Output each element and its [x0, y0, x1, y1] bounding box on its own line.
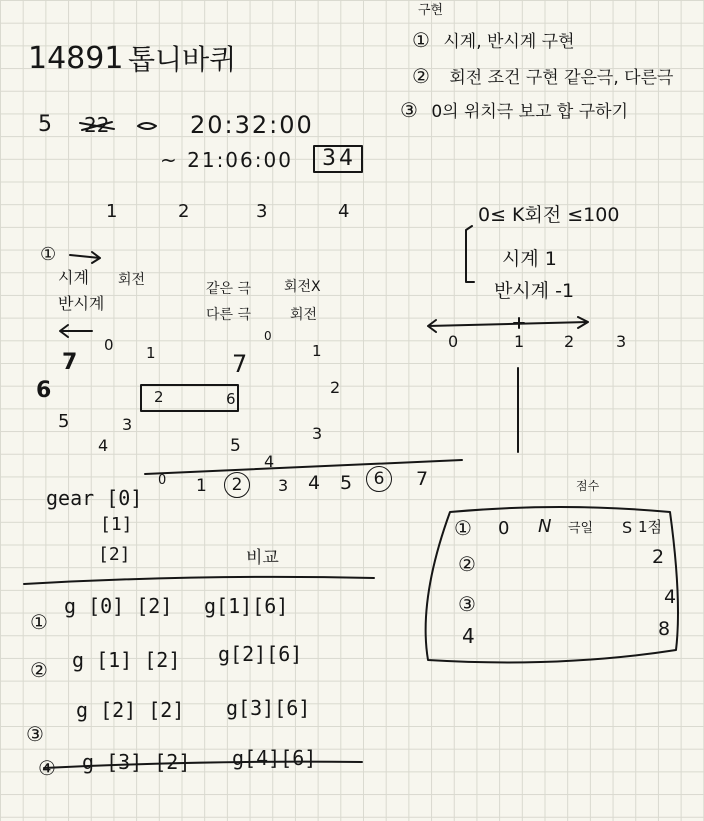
- duration-value: 34: [322, 146, 356, 171]
- index-label-1: 1: [196, 476, 207, 496]
- gear-b-bottom-right: 3: [312, 424, 323, 443]
- do-rotate-label: 회전: [290, 307, 318, 323]
- no-rotate-label: 회전X: [284, 279, 321, 295]
- plan-item-2: [412, 66, 673, 87]
- rotate-label: 회전: [118, 272, 146, 288]
- arrow-right-icon: [70, 252, 100, 263]
- compare-right-4: g[4][6]: [232, 746, 317, 770]
- gear-number-4: 4: [338, 201, 350, 222]
- index-label-6: 6: [366, 466, 392, 492]
- gear-a-right-top: 1: [146, 344, 156, 362]
- compare-left-4: g [3] [2]: [82, 750, 191, 774]
- score-row-marker-2: ②: [458, 552, 476, 576]
- axis-arrow: [428, 317, 588, 332]
- arrow-left-icon: [60, 325, 92, 337]
- plan-marker: ③: [400, 98, 418, 122]
- axis-star: [514, 318, 524, 328]
- score-header-s: S: [622, 518, 633, 537]
- index-label-7: 7: [416, 468, 429, 490]
- gear-a-inner-left: 2: [154, 388, 164, 406]
- index-label-3: 3: [278, 476, 289, 495]
- compare-marker-1: ①: [30, 610, 48, 634]
- gear-array-0: gear [0]: [46, 486, 143, 510]
- score-row-value-4: 8: [658, 618, 671, 640]
- ccw-label: 반시계: [58, 294, 105, 313]
- compare-left-2: g [1] [2]: [72, 648, 181, 672]
- end-time: ~ 21:06:00: [160, 148, 293, 172]
- axis-label-2: 2: [564, 332, 575, 351]
- score-header-marker: ①: [454, 516, 472, 540]
- count: 5: [38, 112, 52, 137]
- gear-a-bottom-left: 5: [58, 411, 70, 432]
- separator-line-1: [24, 577, 374, 584]
- gear-a-left-top: 7: [62, 350, 78, 375]
- gear-b-bottom-left: 5: [230, 436, 241, 456]
- gear-a-top: 0: [104, 336, 114, 354]
- score-row-value-3: 4: [664, 586, 677, 608]
- gear-number-1: 1: [106, 201, 118, 222]
- axis-label-3: 3: [616, 332, 627, 351]
- index-line: [145, 460, 462, 474]
- compare-marker-2: ②: [30, 658, 48, 682]
- compare-left-3: g [2] [2]: [76, 698, 185, 722]
- plan-text: 0의 위치극 보고 합 구하기: [431, 102, 628, 122]
- compare-right-3: g[3][6]: [226, 696, 311, 720]
- same-pole-label: 같은 극: [206, 281, 252, 297]
- plan-text: 시계, 반시계 구현: [443, 32, 575, 52]
- gear-b-right-top: 1: [312, 342, 322, 360]
- plan-item-1: [412, 30, 575, 51]
- start-time: 20:32:00: [190, 111, 314, 139]
- gear-a-bottom-inner: 3: [122, 415, 133, 434]
- score-row-marker-4: 4: [462, 624, 475, 648]
- plan-marker: ①: [412, 28, 430, 52]
- rotation-cw: 시계 1: [502, 248, 557, 270]
- index-label-5: 5: [340, 472, 353, 494]
- gear-b-top: 0: [264, 329, 272, 343]
- score-header-n: N: [538, 516, 552, 537]
- plan-item-3: [400, 100, 628, 121]
- count-crossed: 22: [84, 113, 110, 137]
- gear-b-bottom: 4: [264, 452, 275, 471]
- rotation-range: 0≤ K회전 ≤100: [478, 204, 620, 226]
- score-header-score: 1점: [638, 518, 663, 536]
- gear-a-inner-right: 6: [226, 390, 236, 408]
- compare-right-2: g[2][6]: [218, 642, 303, 666]
- gear-number-3: 3: [256, 201, 268, 222]
- compare-right-1: g[1][6]: [204, 594, 289, 618]
- cw-label: 시계: [58, 268, 89, 287]
- problem-name: 톱니바퀴: [128, 43, 237, 76]
- problem-id: 14891: [28, 41, 124, 76]
- index-label-2: 2: [224, 472, 250, 498]
- score-title: 점수: [576, 479, 600, 493]
- scribble-mark: [138, 123, 156, 129]
- bracket: [466, 226, 474, 282]
- gear-array-1: [1]: [100, 514, 133, 535]
- rotation-ccw: 반시계 -1: [494, 280, 575, 302]
- compare-left-1: g [0] [2]: [64, 594, 173, 618]
- axis-label-1: 1: [514, 332, 525, 351]
- direction-marker: ①: [40, 244, 57, 265]
- gear-number-2: 2: [178, 201, 190, 222]
- index-label-4: 4: [308, 472, 321, 494]
- score-row-value-2: 2: [652, 546, 665, 568]
- score-header-pole: 극일: [568, 521, 594, 536]
- score-header-zero: 0: [498, 518, 510, 539]
- axis-label-0: 0: [448, 332, 459, 351]
- gear-b-right: 2: [330, 378, 341, 397]
- compare-marker-3: ③: [26, 722, 44, 746]
- score-row-marker-3: ③: [458, 592, 476, 616]
- gear-a-left: 6: [36, 378, 52, 403]
- diff-pole-label: 다른 극: [206, 307, 252, 323]
- plan-text: 회전 조건 구현 같은극, 다른극: [449, 68, 674, 88]
- plan-title: 구현: [418, 3, 444, 18]
- gear-array-2: [2]: [98, 544, 131, 565]
- plan-marker: ②: [412, 64, 430, 88]
- compare-title: 비교: [246, 548, 279, 568]
- gear-b-left-top: 7: [232, 350, 248, 378]
- gear-a-bottom: 4: [98, 436, 109, 455]
- index-label-0: 0: [158, 473, 167, 488]
- compare-marker-4: ④: [38, 756, 56, 780]
